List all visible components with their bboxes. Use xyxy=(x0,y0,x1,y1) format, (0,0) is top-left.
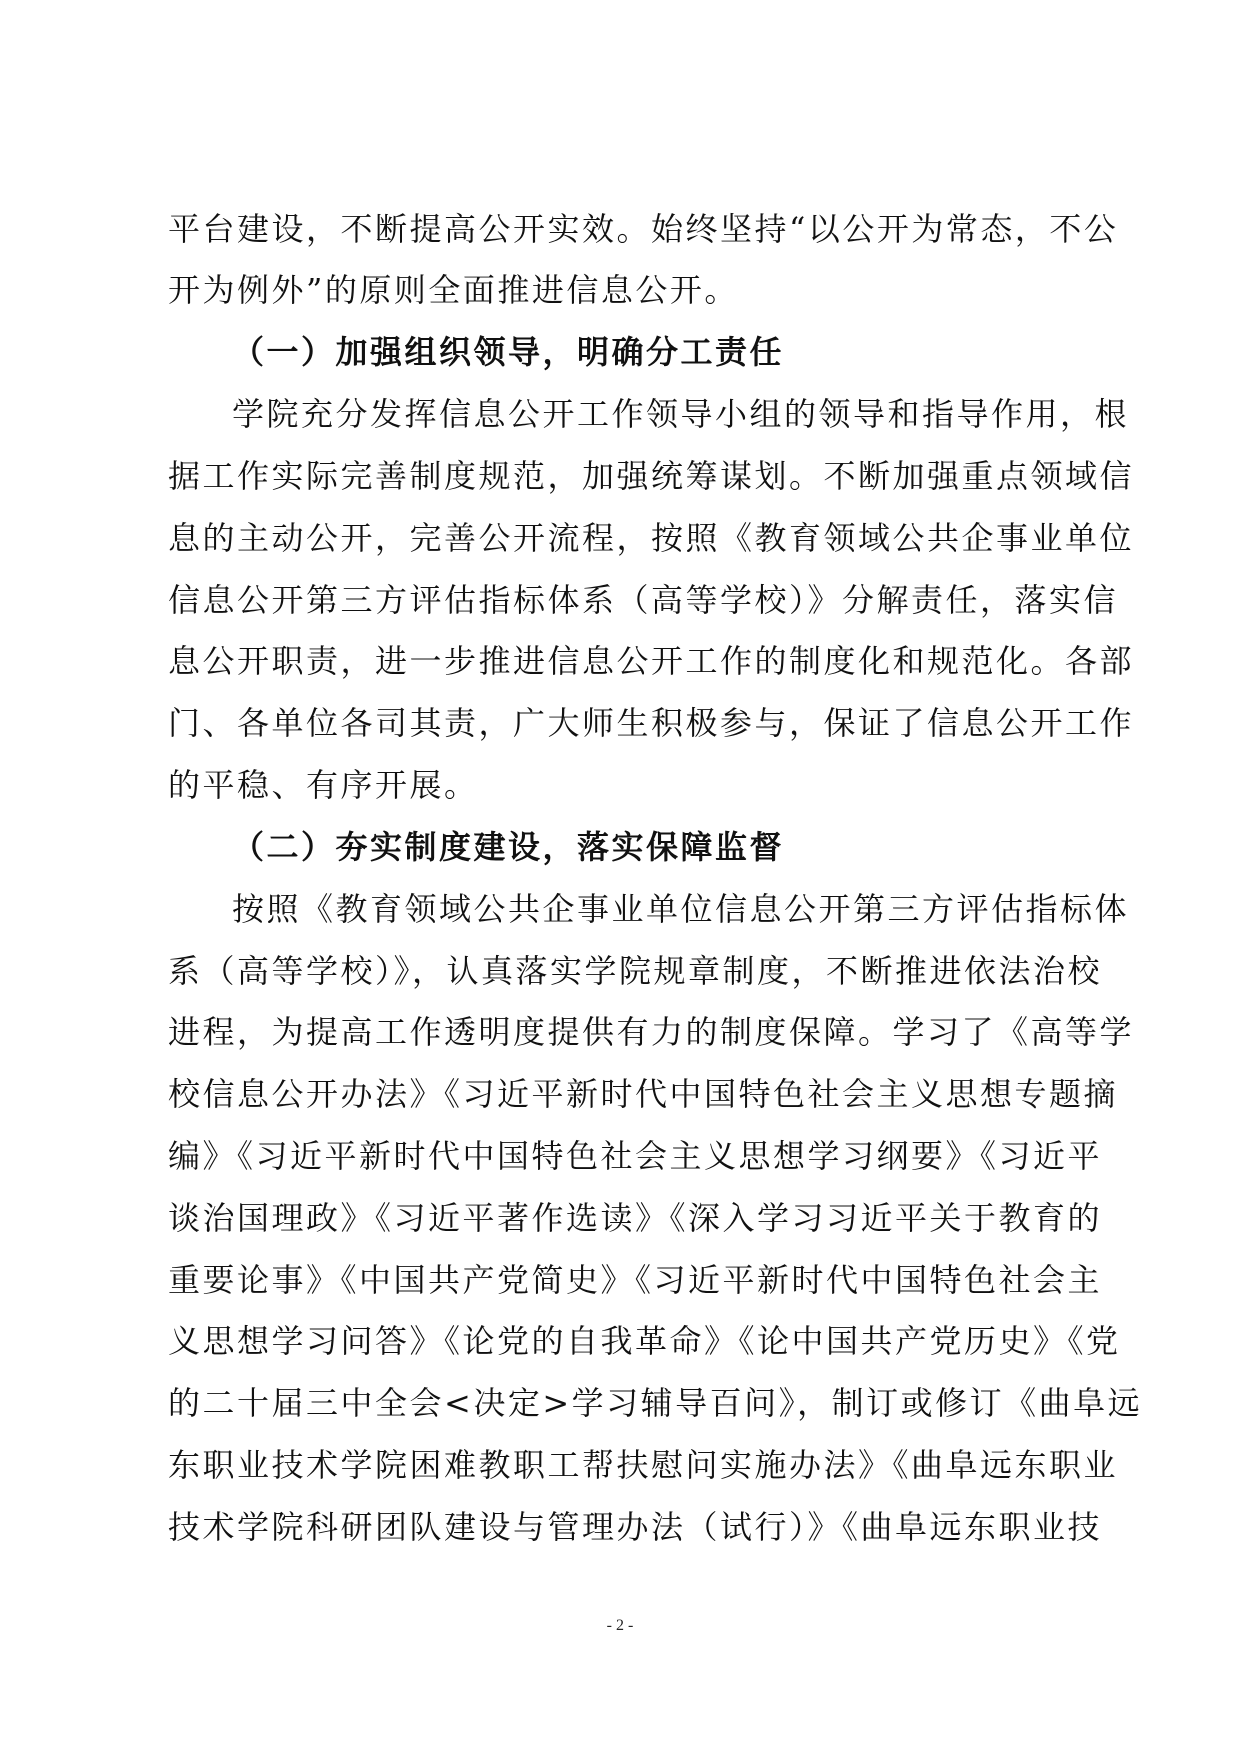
section-heading-2: （二）夯实制度建设，落实保障监督 xyxy=(232,828,785,866)
page-number: - 2 - xyxy=(606,1617,634,1634)
paragraph-line: 进程，为提高工作透明度提供有力的制度保障。学习了《高等学 xyxy=(168,1013,1135,1051)
paragraph-line: 平台建设，不断提高公开实效。始终坚持“以公开为常态，不公 xyxy=(168,210,1119,248)
paragraph-line: 门、各单位各司其责，广大师生积极参与，保证了信息公开工作 xyxy=(168,704,1135,742)
paragraph-line: 开为例外”的原则全面推进信息公开。 xyxy=(168,271,739,309)
paragraph-line: 重要论事》《中国共产党简史》《习近平新时代中国特色社会主 xyxy=(168,1261,1103,1299)
paragraph-line: 谈治国理政》《习近平著作选读》《深入学习习近平关于教育的 xyxy=(168,1199,1103,1237)
paragraph-line: 息公开职责，进一步推进信息公开工作的制度化和规范化。各部 xyxy=(168,642,1135,680)
paragraph-line: 息的主动公开，完善公开流程，按照《教育领域公共企事业单位 xyxy=(168,519,1135,557)
paragraph-line: 信息公开第三方评估指标体系（高等学校）》分解责任，落实信 xyxy=(168,581,1119,619)
paragraph-line: 据工作实际完善制度规范，加强统筹谋划。不断加强重点领域信 xyxy=(168,457,1135,495)
paragraph-line: 技术学院科研团队建设与管理办法（试行）》《曲阜远东职业技 xyxy=(168,1508,1103,1546)
paragraph-line: 的平稳、有序开展。 xyxy=(168,766,479,804)
paragraph-line: 东职业技术学院困难教职工帮扶慰问实施办法》《曲阜远东职业 xyxy=(168,1446,1119,1484)
paragraph-line: 学院充分发挥信息公开工作领导小组的领导和指导作用，根 xyxy=(232,395,1130,433)
paragraph-line: 校信息公开办法》《习近平新时代中国特色社会主义思想专题摘 xyxy=(168,1075,1119,1113)
section-heading-1: （一）加强组织领导，明确分工责任 xyxy=(232,333,785,371)
paragraph-line: 编》《习近平新时代中国特色社会主义思想学习纲要》《习近平 xyxy=(168,1137,1103,1175)
paragraph-line: 的二十届三中全会<决定>学习辅导百问》，制订或修订《曲阜远 xyxy=(168,1384,1143,1422)
paragraph-line: 按照《教育领域公共企事业单位信息公开第三方评估指标体 xyxy=(232,890,1130,928)
paragraph-line: 义思想学习问答》《论党的自我革命》《论中国共产党历史》《党 xyxy=(168,1322,1121,1360)
paragraph-line: 系（高等学校）》，认真落实学院规章制度，不断推进依法治校 xyxy=(168,952,1103,990)
